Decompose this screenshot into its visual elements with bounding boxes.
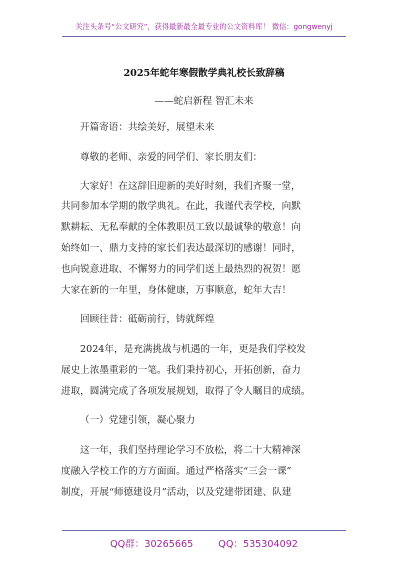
paragraph-line: 大家好！在这辞旧迎新的美好时刻，我们齐聚一堂， (80, 181, 301, 192)
paragraph-line: 2024年，是充满挑战与机遇的一年，更是我们学校发 (80, 344, 306, 355)
paragraph-line: 始终如一、鼎力支持的家长们表达最深切的感谢！同时， (61, 243, 301, 254)
paragraph-line: 这一年，我们坚持理论学习不放松，将二十大精神深 (80, 445, 301, 456)
section-heading: （一）党建引领，凝心聚力 (80, 415, 196, 426)
paragraph-line: 制度，开展“师德建设月”活动，以及党建带团建、队建 (61, 487, 292, 498)
greeting: 尊敬的老师、亲爱的同学们、家长朋友们： (80, 152, 263, 163)
footer-contact (0, 536, 408, 550)
paragraph-line: 也向锐意进取、不懈努力的同学们送上最热烈的祝贺！愿 (61, 264, 301, 275)
paragraph-line: 度融入学校工作的方方面面。通过严格落实“三会一课” (61, 466, 292, 477)
document-subtitle: ——蛇启新程 智汇未来 (154, 96, 254, 107)
paragraph-line: 展史上浓墨重彩的一笔。我们秉持初心，开拓创新，奋力 (61, 365, 301, 376)
paragraph-line: 大家在新的一年里，身体健康，万事顺意，蛇年大吉！ (61, 285, 292, 296)
review-label: 回顾往昔：砥砺前行，铸就辉煌 (80, 314, 215, 325)
paragraph-line: 默耕耘、无私奉献的全体教职员工致以最诚挚的敬意！向 (61, 222, 301, 233)
header-banner: 关注头条号“公文研究”，获得最新最全最专业的公文资料库！ 微信：gongwenyj (75, 22, 333, 31)
paragraph-line: 共同参加本学期的散学典礼。在此，我谨代表学校，向默 (61, 201, 301, 212)
opening-label: 开篇寄语：共绘美好，展望未来 (80, 122, 215, 133)
document-title: 2025年蛇年寒假散学典礼校长致辞稿 (123, 68, 285, 79)
paragraph-line: 进取，圆满完成了各项发展规划，取得了令人瞩目的成绩。 (61, 386, 311, 397)
qq-number: QQ：535304092 (218, 539, 298, 550)
header-divider (62, 36, 346, 37)
qq-group-number: QQ群：30265665 (110, 539, 194, 550)
footer-divider (62, 530, 346, 531)
